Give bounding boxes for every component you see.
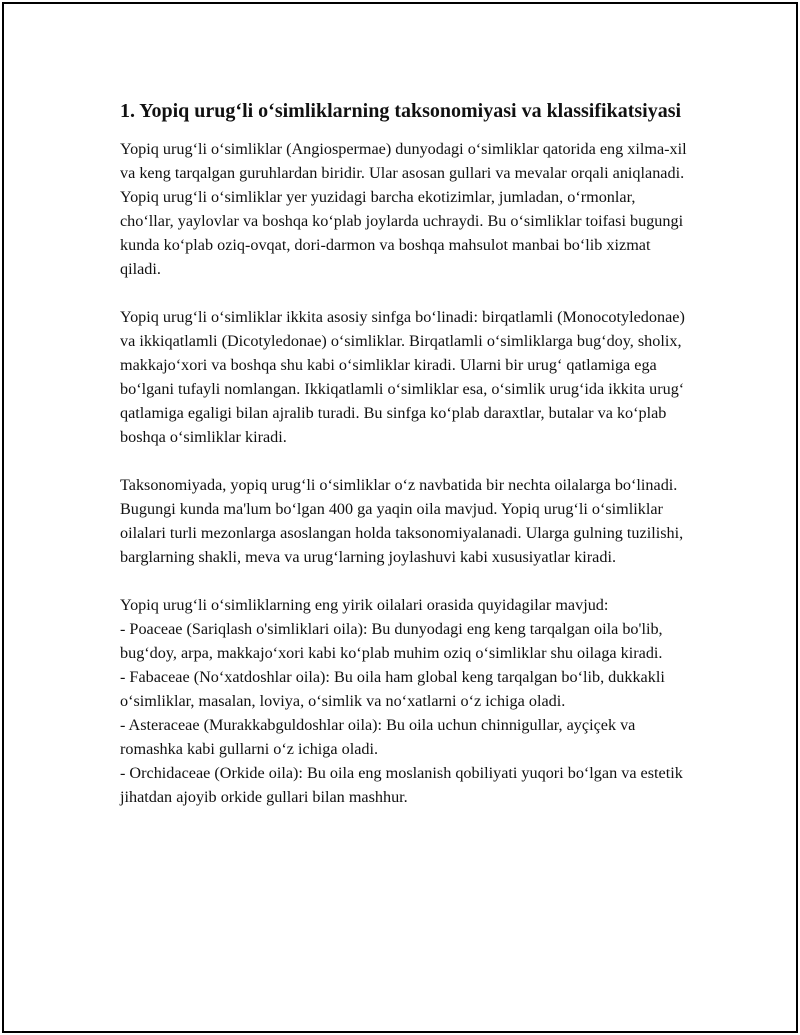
families-section	[120, 593, 692, 809]
document-body	[120, 98, 692, 809]
list-item: - Fabaceae (No‘xatdoshlar oila): Bu oila ham global keng tarqalgan bo‘lib, dukkakli o‘simliklar, masalan, loviya, o‘simlik va no‘xatlarni o‘z ichiga oladi.	[120, 668, 665, 710]
paragraph-classes: Yopiq urug‘li o‘simliklar ikkita asosiy sinfga bo‘linadi: birqatlamli (Monocotyledonae) va ikkiqatlamli (Dicotyledonae) o‘simliklar. Birqatlamli o‘simliklarga bug‘doy, sholix, makkajo‘xori va boshqa shu kabi o‘simliklar kiradi. Ularni bir urug‘ qatlamiga ega bo‘lgani tufayli nomlangan. Ikkiqatlamli o‘simliklar esa, o‘simlik urug‘ida ikkita urug‘ qatlamiga egaligi bilan ajralib turadi. Bu sinfga ko‘plab daraxtlar, butalar va ko‘plab boshqa o‘simliklar kiradi.	[120, 308, 685, 446]
families-intro: Yopiq urug‘li o‘simliklarning eng yirik oilalari orasida quyidagilar mavjud:	[120, 596, 609, 614]
page-frame	[2, 2, 798, 1033]
paragraph-taxonomy: Taksonomiyada, yopiq urug‘li o‘simliklar o‘z navbatida bir nechta oilalarga bo‘linadi. Bugungi kunda ma'lum bo‘lgan 400 ga yaqin oila mavjud. Yopiq urug‘li o‘simliklar oilalari turli mezonlarga asoslangan holda taksonomiyalanadi. Ularga gulning tuzilishi, barglarning shakli, meva va urug‘larning joylashuvi kabi xususiyatlar kiradi.	[120, 476, 684, 566]
list-item: - Poaceae (Sariqlash o'simliklari oila): Bu dunyodagi eng keng tarqalgan oila bo'lib, bug‘doy, arpa, makkajo‘xori kabi ko‘plab muhim oziq o‘simliklar shu oilaga kiradi.	[120, 620, 663, 662]
list-item: - Orchidaceae (Orkide oila): Bu oila eng moslanish qobiliyati yuqori bo‘lgan va estetik jihatdan ajoyib orkide gullari bilan mashhur.	[120, 764, 683, 806]
section-heading: 1. Yopiq urug‘li o‘simliklarning taksonomiyasi va klassifikatsiyasi	[120, 100, 682, 122]
list-item: - Asteraceae (Murakkabguldoshlar oila): Bu oila uchun chinnigullar, ayçiçek va romashka kabi gullarni o‘z ichiga oladi.	[120, 716, 636, 758]
paragraph-intro: Yopiq urug‘li o‘simliklar (Angiospermae) dunyodagi o‘simliklar qatorida eng xilma-xil va keng tarqalgan guruhlardan biridir. Ular asosan gullari va mevalar orqali aniqlanadi. Yopiq urug‘li o‘simliklar yer yuzidagi barcha ekotizimlar, jumladan, o‘rmonlar, cho‘llar, yaylovlar va boshqa ko‘plab joylarda uchraydi. Bu o‘simliklar toifasi bugungi kunda ko‘plab oziq-ovqat, dori-darmon va boshqa mahsulot manbai bo‘lib xizmat qiladi.	[120, 140, 687, 278]
families-list	[120, 617, 692, 809]
